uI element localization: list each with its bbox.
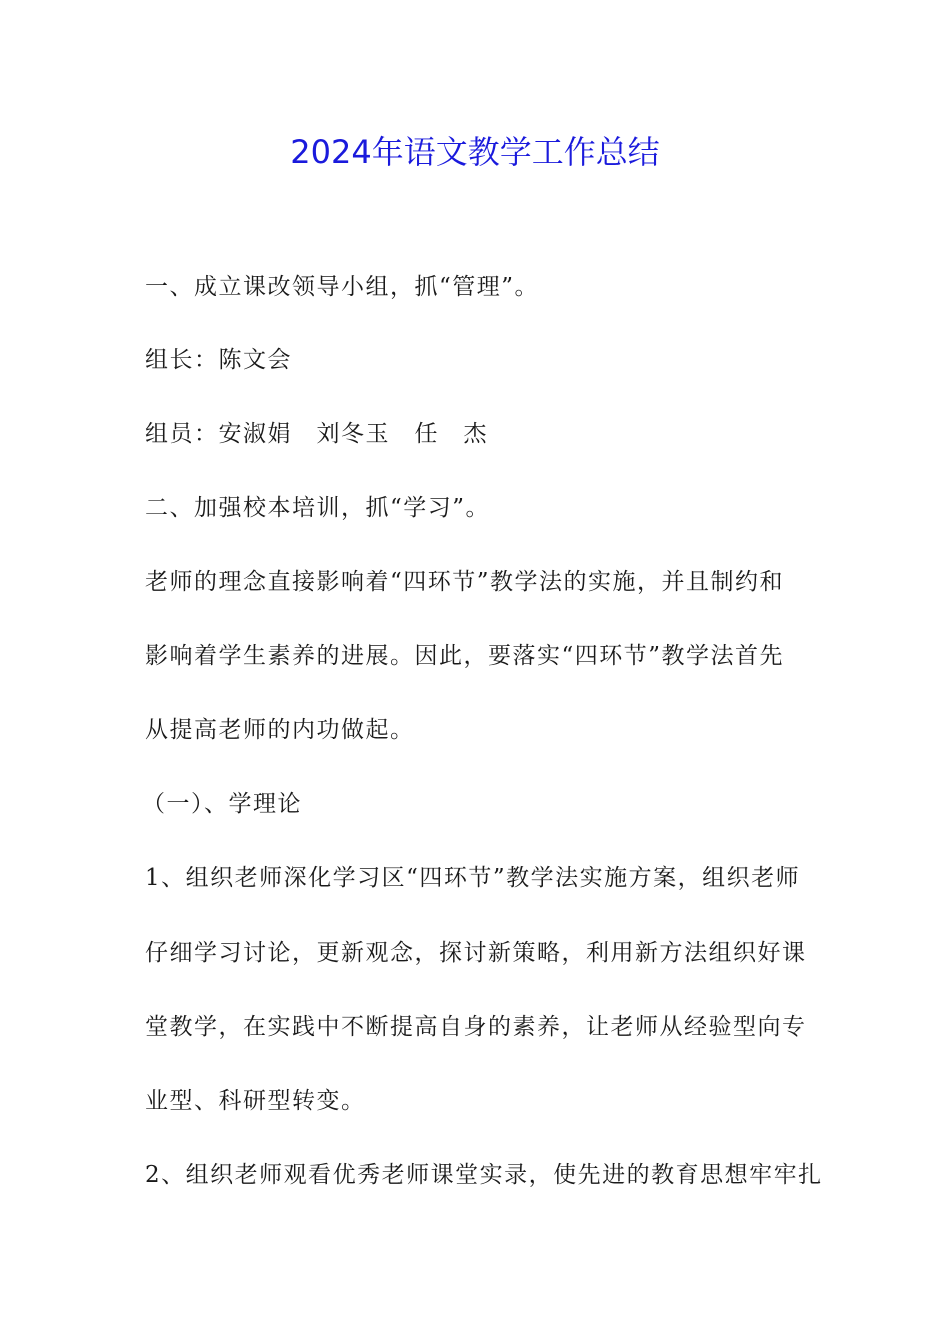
- heading-section-2: 二、加强校本培训，抓“学习”。: [145, 495, 491, 521]
- heading-section-1: 一、成立课改领导小组，抓“管理”。: [145, 274, 540, 300]
- group-leader-line: 组长：陈文会: [145, 347, 292, 373]
- paragraph-line: 堂教学，在实践中不断提高自身的素养，让老师从经验型向专: [145, 1014, 807, 1040]
- group-members-line: 组员：安淑娟 刘冬玉 任 杰: [145, 421, 488, 447]
- paragraph-line: 业型、科研型转变。: [145, 1088, 366, 1114]
- paragraph-line: 从提高老师的内功做起。: [145, 717, 415, 743]
- paragraph-line: 2、组织老师观看优秀老师课堂实录，使先进的教育思想牢牢扎: [145, 1162, 823, 1188]
- document-title: 2024年语文教学工作总结: [290, 133, 660, 171]
- subheading-theory: （一）、学理论: [142, 791, 302, 817]
- paragraph-line: 1、组织老师深化学习区“四环节”教学法实施方案，组织老师: [145, 865, 801, 891]
- paragraph-line: 仔细学习讨论，更新观念，探讨新策略，利用新方法组织好课: [145, 940, 807, 966]
- paragraph-line: 老师的理念直接影响着“四环节”教学法的实施，并且制约和: [145, 569, 785, 595]
- paragraph-line: 影响着学生素养的进展。因此，要落实“四环节”教学法首先: [145, 643, 785, 669]
